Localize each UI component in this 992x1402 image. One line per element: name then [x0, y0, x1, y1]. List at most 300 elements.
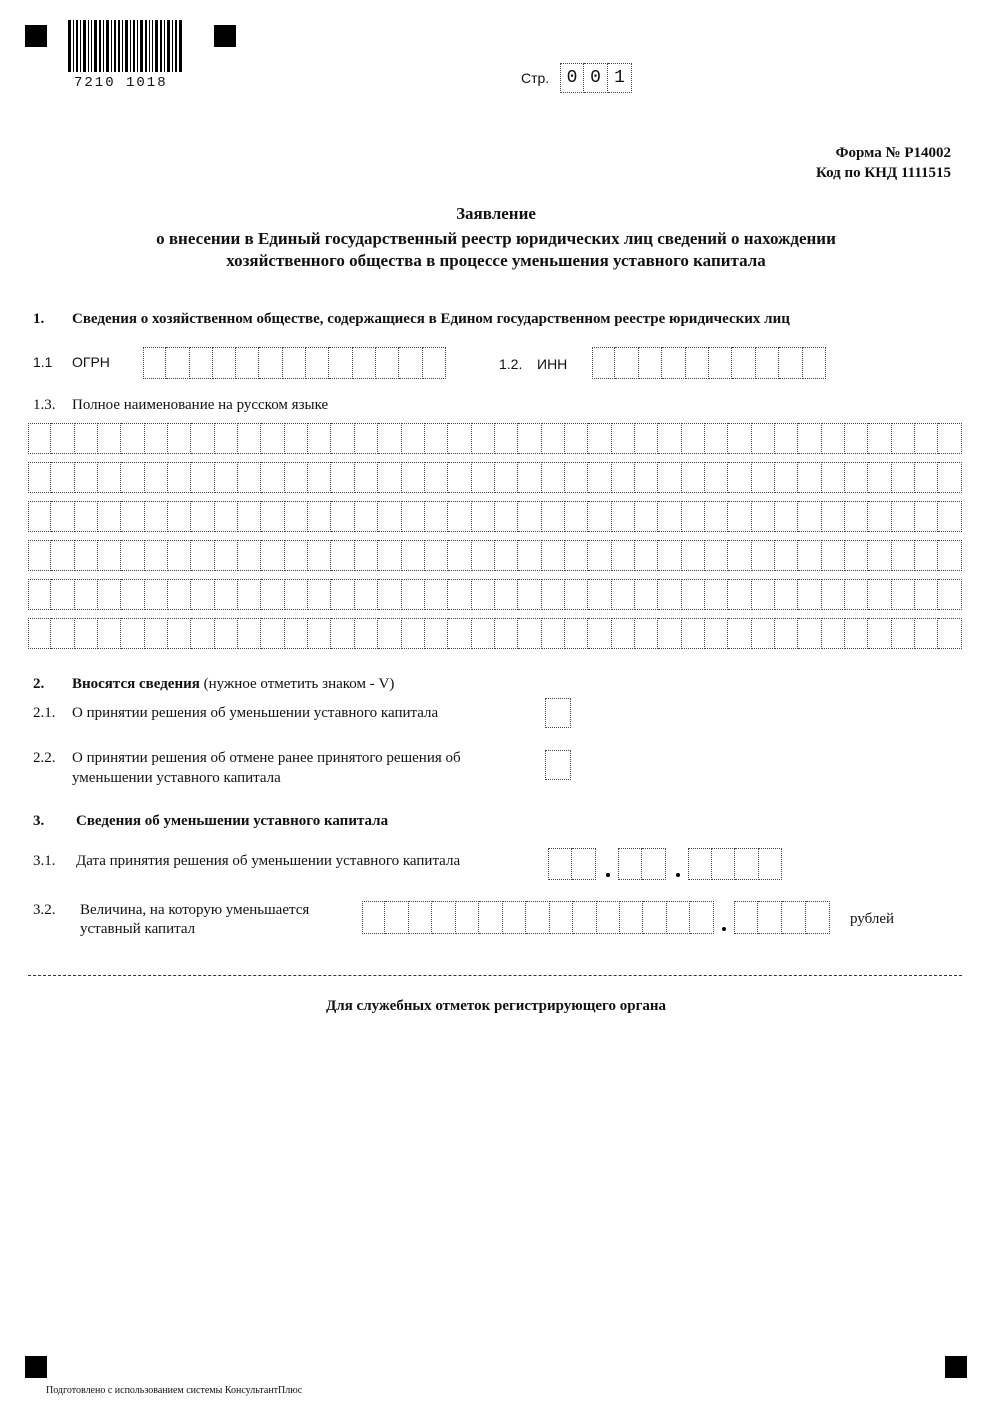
input-cell[interactable]	[612, 423, 635, 454]
input-cell[interactable]	[752, 423, 775, 454]
input-cell[interactable]	[798, 618, 821, 649]
input-cell[interactable]	[938, 423, 961, 454]
input-cell[interactable]	[98, 618, 121, 649]
input-cell[interactable]	[752, 579, 775, 610]
input-cell[interactable]	[98, 462, 121, 493]
input-cell[interactable]	[682, 618, 705, 649]
input-cell[interactable]	[938, 501, 961, 532]
input-cell[interactable]	[822, 501, 845, 532]
input-cell[interactable]	[588, 618, 611, 649]
input-cell[interactable]	[402, 579, 425, 610]
input-cell[interactable]	[639, 347, 662, 379]
input-cell[interactable]	[775, 462, 798, 493]
input-cell[interactable]	[545, 750, 571, 780]
input-cell[interactable]	[472, 618, 495, 649]
input-cell[interactable]	[238, 579, 261, 610]
input-cell[interactable]	[635, 462, 658, 493]
input-cell[interactable]	[168, 540, 191, 571]
input-cell[interactable]	[98, 501, 121, 532]
input-cell[interactable]	[667, 901, 690, 934]
input-cell[interactable]	[399, 347, 422, 379]
input-cell[interactable]	[806, 901, 830, 934]
input-cell[interactable]	[658, 618, 681, 649]
input-cell[interactable]	[868, 462, 891, 493]
input-cell[interactable]	[548, 848, 572, 880]
input-cell[interactable]	[495, 540, 518, 571]
input-cell[interactable]	[758, 901, 782, 934]
input-cell[interactable]	[472, 462, 495, 493]
input-cell[interactable]	[472, 423, 495, 454]
input-cell[interactable]	[261, 462, 284, 493]
input-cell[interactable]	[845, 618, 868, 649]
input-cell[interactable]	[662, 347, 685, 379]
input-cell[interactable]	[191, 501, 214, 532]
input-cell[interactable]	[238, 540, 261, 571]
input-cell[interactable]	[121, 462, 144, 493]
input-cell[interactable]	[472, 501, 495, 532]
input-cell[interactable]	[215, 579, 238, 610]
input-cell[interactable]	[331, 423, 354, 454]
input-cell[interactable]	[402, 462, 425, 493]
input-cell[interactable]	[355, 540, 378, 571]
input-cell[interactable]	[423, 347, 446, 379]
input-cell[interactable]	[145, 618, 168, 649]
input-cell[interactable]	[425, 579, 448, 610]
input-cell[interactable]	[145, 501, 168, 532]
input-cell[interactable]	[238, 618, 261, 649]
input-cell[interactable]	[331, 579, 354, 610]
input-cell[interactable]	[658, 579, 681, 610]
input-cell[interactable]	[331, 540, 354, 571]
input-cell[interactable]	[28, 540, 51, 571]
decision-date-year[interactable]	[688, 848, 782, 880]
input-cell[interactable]	[612, 579, 635, 610]
input-cell[interactable]	[376, 347, 399, 379]
input-cell[interactable]	[285, 540, 308, 571]
input-cell[interactable]	[448, 462, 471, 493]
input-cell[interactable]	[261, 618, 284, 649]
input-cell[interactable]	[658, 462, 681, 493]
input-cell[interactable]	[409, 901, 432, 934]
input-cell[interactable]	[822, 423, 845, 454]
input-cell[interactable]	[635, 618, 658, 649]
inn-field[interactable]	[592, 347, 826, 379]
input-cell[interactable]	[456, 901, 479, 934]
decision-date-day[interactable]	[548, 848, 596, 880]
input-cell[interactable]	[612, 501, 635, 532]
input-cell[interactable]	[28, 579, 51, 610]
input-cell[interactable]	[238, 501, 261, 532]
input-cell[interactable]	[892, 423, 915, 454]
input-cell[interactable]	[51, 423, 74, 454]
input-cell[interactable]	[803, 347, 826, 379]
input-cell[interactable]	[355, 423, 378, 454]
input-cell[interactable]	[658, 423, 681, 454]
input-cell[interactable]	[168, 501, 191, 532]
input-cell[interactable]	[331, 618, 354, 649]
input-cell[interactable]	[892, 618, 915, 649]
name-field-row[interactable]	[28, 423, 962, 454]
input-cell[interactable]	[592, 347, 615, 379]
input-cell[interactable]	[495, 501, 518, 532]
input-cell[interactable]	[75, 579, 98, 610]
input-cell[interactable]	[353, 347, 376, 379]
input-cell[interactable]	[191, 540, 214, 571]
input-cell[interactable]	[775, 501, 798, 532]
input-cell[interactable]	[705, 618, 728, 649]
input-cell[interactable]	[775, 540, 798, 571]
input-cell[interactable]	[51, 618, 74, 649]
input-cell[interactable]	[620, 901, 643, 934]
input-cell[interactable]	[682, 423, 705, 454]
input-cell[interactable]	[612, 618, 635, 649]
input-cell[interactable]	[308, 462, 331, 493]
input-cell[interactable]	[635, 423, 658, 454]
input-cell[interactable]	[385, 901, 408, 934]
input-cell[interactable]	[285, 462, 308, 493]
input-cell[interactable]	[75, 618, 98, 649]
input-cell[interactable]	[51, 540, 74, 571]
input-cell[interactable]	[542, 579, 565, 610]
input-cell[interactable]	[98, 423, 121, 454]
input-cell[interactable]	[658, 540, 681, 571]
input-cell[interactable]	[285, 618, 308, 649]
input-cell[interactable]	[261, 423, 284, 454]
input-cell[interactable]	[259, 347, 282, 379]
input-cell[interactable]	[775, 423, 798, 454]
input-cell[interactable]	[705, 423, 728, 454]
input-cell[interactable]	[728, 462, 751, 493]
input-cell[interactable]	[283, 347, 306, 379]
input-cell[interactable]	[518, 540, 541, 571]
input-cell[interactable]	[28, 501, 51, 532]
input-cell[interactable]	[779, 347, 802, 379]
input-cell[interactable]	[308, 423, 331, 454]
input-cell[interactable]	[798, 579, 821, 610]
input-cell[interactable]	[938, 540, 961, 571]
input-cell[interactable]	[75, 540, 98, 571]
input-cell[interactable]	[682, 501, 705, 532]
input-cell[interactable]	[425, 618, 448, 649]
input-cell[interactable]	[308, 579, 331, 610]
item22-checkbox[interactable]	[545, 750, 571, 780]
input-cell[interactable]	[728, 540, 751, 571]
input-cell[interactable]	[565, 501, 588, 532]
ogrn-field[interactable]	[143, 347, 446, 379]
input-cell[interactable]	[425, 540, 448, 571]
input-cell[interactable]	[378, 501, 401, 532]
input-cell[interactable]	[845, 540, 868, 571]
amount-kopecks-field[interactable]	[734, 901, 830, 934]
input-cell[interactable]	[705, 540, 728, 571]
input-cell[interactable]	[712, 848, 736, 880]
input-cell[interactable]	[213, 347, 236, 379]
input-cell[interactable]	[355, 501, 378, 532]
input-cell[interactable]	[938, 579, 961, 610]
input-cell[interactable]	[752, 618, 775, 649]
input-cell[interactable]	[261, 501, 284, 532]
input-cell[interactable]	[402, 423, 425, 454]
input-cell[interactable]	[798, 540, 821, 571]
input-cell[interactable]	[682, 462, 705, 493]
input-cell[interactable]	[915, 618, 938, 649]
input-cell[interactable]	[892, 540, 915, 571]
input-cell[interactable]	[868, 618, 891, 649]
input-cell[interactable]	[236, 347, 259, 379]
input-cell[interactable]	[98, 540, 121, 571]
input-cell[interactable]	[752, 540, 775, 571]
input-cell[interactable]	[938, 462, 961, 493]
input-cell[interactable]	[705, 579, 728, 610]
input-cell[interactable]	[756, 347, 779, 379]
input-cell[interactable]	[705, 462, 728, 493]
input-cell[interactable]	[51, 579, 74, 610]
input-cell[interactable]	[402, 618, 425, 649]
input-cell[interactable]	[215, 501, 238, 532]
input-cell[interactable]	[448, 501, 471, 532]
input-cell[interactable]	[845, 423, 868, 454]
input-cell[interactable]	[28, 618, 51, 649]
input-cell[interactable]	[565, 423, 588, 454]
input-cell[interactable]	[868, 540, 891, 571]
input-cell[interactable]	[915, 423, 938, 454]
input-cell[interactable]	[688, 848, 712, 880]
input-cell[interactable]	[565, 618, 588, 649]
input-cell[interactable]	[643, 901, 666, 934]
input-cell[interactable]	[573, 901, 596, 934]
input-cell[interactable]	[479, 901, 502, 934]
input-cell[interactable]	[822, 579, 845, 610]
input-cell[interactable]	[782, 901, 806, 934]
input-cell[interactable]	[425, 423, 448, 454]
input-cell[interactable]	[238, 462, 261, 493]
input-cell[interactable]	[51, 462, 74, 493]
input-cell[interactable]	[565, 462, 588, 493]
input-cell[interactable]	[526, 901, 549, 934]
input-cell[interactable]	[542, 501, 565, 532]
input-cell[interactable]	[503, 901, 526, 934]
input-cell[interactable]	[51, 501, 74, 532]
input-cell[interactable]	[448, 579, 471, 610]
input-cell[interactable]	[355, 462, 378, 493]
input-cell[interactable]	[822, 462, 845, 493]
input-cell[interactable]	[728, 423, 751, 454]
input-cell[interactable]	[915, 462, 938, 493]
input-cell[interactable]	[822, 618, 845, 649]
input-cell[interactable]	[285, 423, 308, 454]
input-cell[interactable]	[615, 347, 638, 379]
input-cell[interactable]	[845, 579, 868, 610]
amount-rubles-field[interactable]	[362, 901, 714, 934]
input-cell[interactable]	[635, 540, 658, 571]
input-cell[interactable]	[798, 501, 821, 532]
input-cell[interactable]	[892, 579, 915, 610]
input-cell[interactable]	[448, 423, 471, 454]
input-cell[interactable]	[378, 423, 401, 454]
input-cell[interactable]	[798, 462, 821, 493]
input-cell[interactable]	[495, 462, 518, 493]
input-cell[interactable]	[938, 618, 961, 649]
input-cell[interactable]	[425, 462, 448, 493]
input-cell[interactable]	[588, 501, 611, 532]
input-cell[interactable]	[308, 618, 331, 649]
input-cell[interactable]	[495, 423, 518, 454]
input-cell[interactable]	[728, 501, 751, 532]
input-cell[interactable]	[143, 347, 166, 379]
input-cell[interactable]	[565, 540, 588, 571]
input-cell[interactable]	[121, 501, 144, 532]
input-cell[interactable]	[542, 540, 565, 571]
input-cell[interactable]	[775, 618, 798, 649]
input-cell[interactable]	[191, 579, 214, 610]
input-cell[interactable]	[518, 618, 541, 649]
input-cell[interactable]	[868, 579, 891, 610]
input-cell[interactable]	[686, 347, 709, 379]
input-cell[interactable]	[734, 901, 758, 934]
input-cell[interactable]	[752, 501, 775, 532]
input-cell[interactable]	[168, 462, 191, 493]
input-cell[interactable]	[402, 540, 425, 571]
input-cell[interactable]	[261, 579, 284, 610]
input-cell[interactable]	[495, 618, 518, 649]
input-cell[interactable]	[121, 423, 144, 454]
input-cell[interactable]	[329, 347, 352, 379]
input-cell[interactable]	[518, 579, 541, 610]
input-cell[interactable]	[565, 579, 588, 610]
input-cell[interactable]	[588, 462, 611, 493]
input-cell[interactable]	[121, 540, 144, 571]
input-cell[interactable]	[355, 579, 378, 610]
input-cell[interactable]	[550, 901, 573, 934]
input-cell[interactable]	[28, 462, 51, 493]
input-cell[interactable]	[915, 540, 938, 571]
input-cell[interactable]	[215, 423, 238, 454]
input-cell[interactable]	[378, 618, 401, 649]
input-cell[interactable]	[542, 618, 565, 649]
input-cell[interactable]	[285, 501, 308, 532]
input-cell[interactable]	[682, 540, 705, 571]
input-cell[interactable]	[892, 462, 915, 493]
name-field-row[interactable]	[28, 540, 962, 571]
input-cell[interactable]	[682, 579, 705, 610]
input-cell[interactable]	[612, 462, 635, 493]
input-cell[interactable]	[402, 501, 425, 532]
input-cell[interactable]	[759, 848, 783, 880]
input-cell[interactable]	[190, 347, 213, 379]
input-cell[interactable]	[145, 540, 168, 571]
input-cell[interactable]	[542, 462, 565, 493]
input-cell[interactable]	[98, 579, 121, 610]
input-cell[interactable]	[191, 618, 214, 649]
input-cell[interactable]	[448, 540, 471, 571]
input-cell[interactable]	[822, 540, 845, 571]
input-cell[interactable]	[518, 423, 541, 454]
input-cell[interactable]	[331, 501, 354, 532]
input-cell[interactable]	[261, 540, 284, 571]
input-cell[interactable]	[215, 540, 238, 571]
item21-checkbox[interactable]	[545, 698, 571, 728]
input-cell[interactable]	[472, 540, 495, 571]
input-cell[interactable]	[752, 462, 775, 493]
name-field-row[interactable]	[28, 462, 962, 493]
input-cell[interactable]	[215, 462, 238, 493]
input-cell[interactable]	[690, 901, 713, 934]
input-cell[interactable]	[166, 347, 189, 379]
input-cell[interactable]	[518, 501, 541, 532]
input-cell[interactable]	[572, 848, 596, 880]
input-cell[interactable]	[892, 501, 915, 532]
input-cell[interactable]	[735, 848, 759, 880]
input-cell[interactable]	[618, 848, 642, 880]
input-cell[interactable]	[191, 423, 214, 454]
input-cell[interactable]	[705, 501, 728, 532]
input-cell[interactable]	[191, 462, 214, 493]
input-cell[interactable]	[215, 618, 238, 649]
input-cell[interactable]	[168, 579, 191, 610]
input-cell[interactable]	[378, 540, 401, 571]
input-cell[interactable]	[775, 579, 798, 610]
input-cell[interactable]	[518, 462, 541, 493]
input-cell[interactable]	[378, 579, 401, 610]
input-cell[interactable]	[798, 423, 821, 454]
input-cell[interactable]	[495, 579, 518, 610]
input-cell[interactable]	[845, 501, 868, 532]
input-cell[interactable]	[145, 462, 168, 493]
input-cell[interactable]	[425, 501, 448, 532]
input-cell[interactable]	[732, 347, 755, 379]
input-cell[interactable]	[542, 423, 565, 454]
name-field-row[interactable]	[28, 618, 962, 649]
input-cell[interactable]	[658, 501, 681, 532]
input-cell[interactable]	[285, 579, 308, 610]
input-cell[interactable]	[642, 848, 666, 880]
input-cell[interactable]	[728, 618, 751, 649]
input-cell[interactable]	[588, 579, 611, 610]
input-cell[interactable]	[612, 540, 635, 571]
input-cell[interactable]	[308, 501, 331, 532]
input-cell[interactable]	[915, 579, 938, 610]
input-cell[interactable]	[168, 423, 191, 454]
input-cell[interactable]	[331, 462, 354, 493]
input-cell[interactable]	[845, 462, 868, 493]
input-cell[interactable]	[378, 462, 401, 493]
input-cell[interactable]	[868, 423, 891, 454]
input-cell[interactable]	[597, 901, 620, 934]
name-field-row[interactable]	[28, 501, 962, 532]
input-cell[interactable]	[588, 540, 611, 571]
input-cell[interactable]	[121, 579, 144, 610]
input-cell[interactable]	[121, 618, 144, 649]
input-cell[interactable]	[868, 501, 891, 532]
input-cell[interactable]	[168, 618, 191, 649]
input-cell[interactable]	[355, 618, 378, 649]
input-cell[interactable]	[432, 901, 455, 934]
input-cell[interactable]	[238, 423, 261, 454]
input-cell[interactable]	[145, 423, 168, 454]
input-cell[interactable]	[545, 698, 571, 728]
input-cell[interactable]	[472, 579, 495, 610]
input-cell[interactable]	[448, 618, 471, 649]
input-cell[interactable]	[635, 579, 658, 610]
input-cell[interactable]	[728, 579, 751, 610]
decision-date-month[interactable]	[618, 848, 666, 880]
input-cell[interactable]	[635, 501, 658, 532]
input-cell[interactable]	[362, 901, 385, 934]
name-field-row[interactable]	[28, 579, 962, 610]
input-cell[interactable]	[75, 501, 98, 532]
input-cell[interactable]	[308, 540, 331, 571]
input-cell[interactable]	[306, 347, 329, 379]
